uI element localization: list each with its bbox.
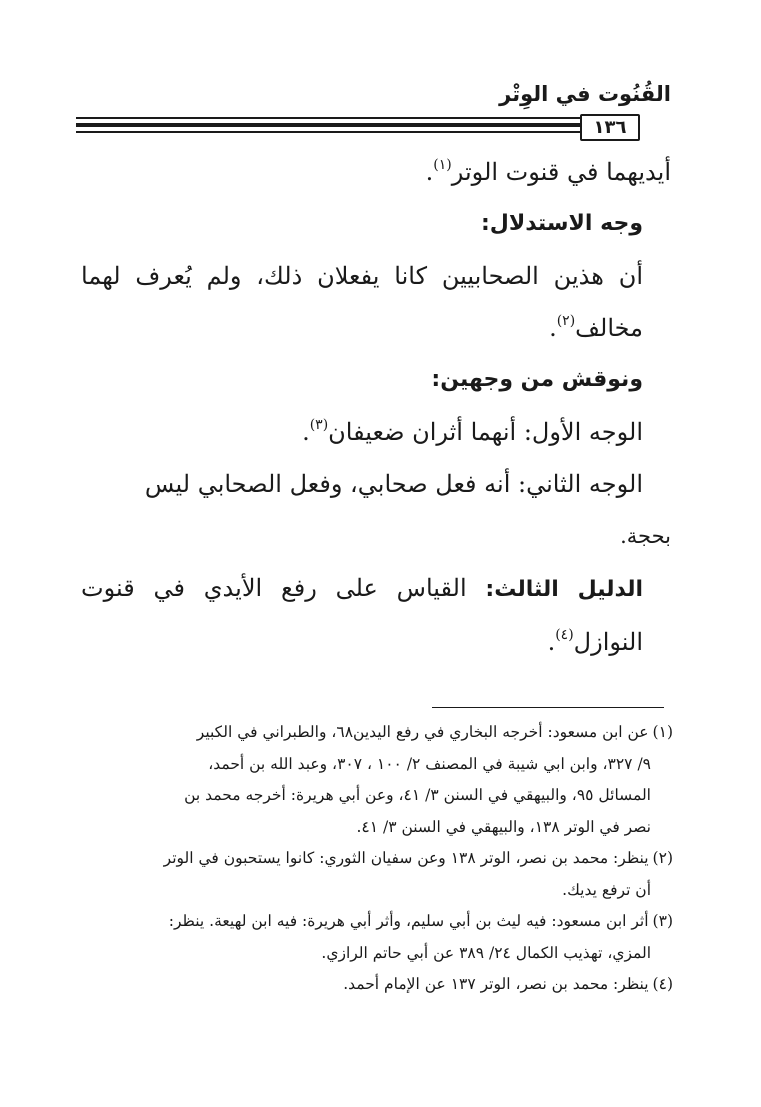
paragraph-2 (81, 250, 671, 354)
footnote-2 (79, 843, 673, 875)
footnote-ref-2: (٢) (556, 313, 576, 329)
footnote-ref-4: (٤) (555, 627, 574, 643)
footnotes (79, 717, 673, 1001)
footnote-1-line-3: المسائل ٩٥، والبيهقي في السنن ٣/ ٤١، وعن أبي هريرة: أخرجه محمد بن (184, 786, 651, 804)
paragraph-5-text: القياس على رفع الأيدي في قنوت النوازل (81, 574, 643, 656)
paragraph-5-end: . (547, 628, 556, 656)
footnote-3 (79, 906, 673, 938)
footnote-2-number: (٢) (652, 849, 673, 867)
third-evidence-label: الدليل الثالث: (485, 577, 644, 602)
header-rule-top (76, 117, 632, 119)
footnote-1-line-1: عن ابن مسعود: أخرجه البخاري في رفع اليدين٦٨، والطبراني في الكبير (196, 723, 649, 741)
heading-discussion: ونوقش من وجهين: (431, 367, 643, 392)
footnote-3-line-1: أثر ابن مسعود: فيه ليث بن أبي سليم، وأثر أبي هريرة: فيه ابن لهيعة. ينظر: (168, 912, 649, 930)
footnote-2-line-1: ينظر: محمد بن نصر، الوتر ١٣٨ وعن سفيان الثوري: كانوا يستحبون في الوتر (163, 849, 649, 867)
footnote-4-number: (٤) (652, 975, 673, 993)
footnote-1-number: (١) (652, 723, 673, 741)
footnote-2-line-2: أن ترفع يديك. (562, 880, 651, 899)
footnote-3-number: (٣) (652, 912, 673, 930)
footnote-4-line-1: ينظر: محمد بن نصر، الوتر ١٣٧ عن الإمام أحمد. (343, 975, 649, 993)
paragraph-3 (81, 406, 671, 458)
header-rule-middle (76, 123, 632, 127)
body-line-1-text: أيديهما في قنوت الوتر (451, 158, 671, 186)
paragraph-2-text: أن هذين الصحابيين كانا يفعلان ذلك، ولم يُعرف لهما مخالف (81, 262, 643, 342)
main-text (81, 146, 671, 668)
paragraph-2-end: . (549, 314, 557, 342)
footnote-ref-3: (٣) (309, 417, 329, 433)
heading-evidence: وجه الاستدلال: (480, 211, 643, 236)
footnote-separator (432, 707, 664, 708)
footnote-ref-1: (١) (433, 157, 452, 173)
body-line-1-end: . (425, 158, 434, 186)
running-title: القُنُوت في الوِتْر (499, 82, 671, 106)
paragraph-5 (81, 562, 671, 668)
page-number: ١٣٦ (580, 114, 640, 141)
paragraph-4-continuation: بحجة. (620, 524, 671, 548)
body-line-1 (81, 146, 671, 198)
footnote-3-line-2: المزي، تهذيب الكمال ٢٤/ ٣٨٩ عن أبي حاتم الرازي. (321, 943, 651, 962)
footnote-4 (79, 969, 673, 1001)
paragraph-3-end: . (302, 418, 310, 446)
footnote-1 (79, 717, 673, 749)
paragraph-4: الوجه الثاني: أنه فعل صحابي، وفعل الصحابي ليس (144, 470, 643, 498)
footnote-1-line-2: ٩/ ٣٢٧، وابن ابي شيبة في المصنف ٢/ ١٠٠ ، ٣٠٧، وعبد الله بن أحمد، (208, 754, 651, 773)
paragraph-3-text: الوجه الأول: أنهما أثران ضعيفان (328, 418, 643, 446)
header-rule-bottom (76, 131, 632, 133)
footnote-1-line-4: نصر في الوتر ١٣٨، والبيهقي في السنن ٣/ ٤١. (356, 817, 651, 836)
